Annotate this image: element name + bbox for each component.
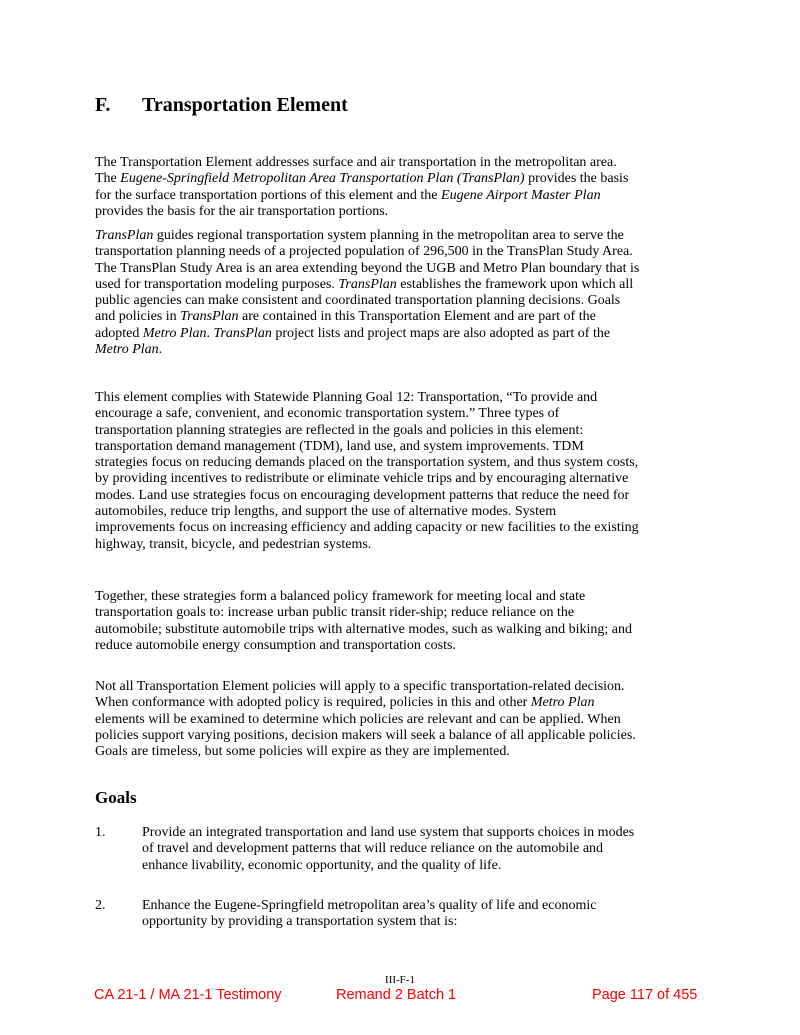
footer-center: Remand 2 Batch 1 xyxy=(336,987,457,1003)
text-run: project lists and project maps are also adopted as part of the xyxy=(275,325,611,341)
section-number: F. xyxy=(95,94,111,116)
italic-text: TransPlan xyxy=(338,276,397,292)
goals-heading: Goals xyxy=(95,788,137,807)
italic-text: Metro Plan xyxy=(142,325,207,341)
goal-text: Provide an integrated transportation and land use system that supports choices in modes of travel and development patterns that will reduce reliance on the automobile and enhance livability, economic opportunity, and the quality of life. xyxy=(142,825,635,873)
text-run: . xyxy=(206,325,214,341)
italic-text: Eugene-Springfield Metropolitan Area Transportation Plan (TransPlan) xyxy=(120,171,525,187)
italic-text: TransPlan xyxy=(95,228,154,243)
text-run: provides the basis for the air transportation portions. xyxy=(95,203,389,219)
text-run: . xyxy=(158,342,163,358)
text-run: guides regional transportation system planning in the metropolitan area to serve the transportation planning needs of a projected population of 296,500 in the TransPlan Study Area. The TransPlan Study Area is an area extending beyond the UGB and Metro Plan boundary that is used for transportation modeling purposes. xyxy=(95,228,640,292)
italic-text: TransPlan xyxy=(180,309,239,325)
page-number: III-F-1 xyxy=(385,974,415,986)
section-title: Transportation Element xyxy=(142,94,348,116)
paragraph xyxy=(95,228,715,358)
paragraph xyxy=(95,589,715,654)
text-run: Not all Transportation Element policies will apply to a specific transportation-related decision. When conformance with adopted policy is required, policies in this and other xyxy=(95,679,625,711)
italic-text: Eugene Airport Master Plan xyxy=(441,187,601,203)
text-run: elements will be examined to determine which policies are relevant and can be applied. When policies support varying positions, decision makers will seek a balance of all applicable policies. Goals are timeless, but some policies will expire as they are implemented. xyxy=(95,711,636,760)
footer-right: Page 117 of 455 xyxy=(592,987,698,1003)
goal-number: 1. xyxy=(95,825,106,840)
paragraph xyxy=(95,390,715,553)
italic-text: TransPlan xyxy=(213,325,272,341)
goal-number: 2. xyxy=(95,898,106,913)
text-run: The Transportation Element addresses surface and air transportation in the metropolitan area. The xyxy=(95,155,617,187)
footer-left: CA 21-1 / MA 21-1 Testimony xyxy=(94,987,282,1003)
italic-text: Metro Plan xyxy=(95,342,159,358)
italic-text: Metro Plan xyxy=(530,695,595,711)
text-run: establishes the framework upon which all public agencies can make consistent and coordinated transportation planning decisions. Goals and policies in xyxy=(95,276,634,325)
section-heading xyxy=(95,94,348,117)
text-run: Together, these strategies form a balanced policy framework for meeting local and state transportation goals to: increase urban public transit rider-ship; reduce reliance on the automobile; substitute automobile trips with alternative modes, such as walking and biking; and reduce automobile energy consumption and transportation costs. xyxy=(95,589,632,653)
goal-text: Enhance the Eugene-Springfield metropolitan area’s quality of life and economic opportunity by providing a transportation system that is: xyxy=(142,898,597,930)
text-run: provides the basis for the surface transportation portions of this element and the xyxy=(95,171,629,203)
text-run: This element complies with Statewide Planning Goal 12: Transportation, “To provide and encourage a safe, convenient, and economic transportation system.” Three types of transportation planning strategies are reflected in the goals and policies in this element: transportation demand management (TDM), land use, and system improvements. TDM strategies focus on reducing demands placed on the transportation system, and thus system costs, by providing incentives to redistribute or eliminate vehicle trips and by encouraging alternative modes. Land use strategies focus on encouraging development patterns that reduce the need for automobiles, reduce trip lengths, and support the use of alternative modes. System improvements focus on increasing efficiency and adding capacity or new facilities to the existing highway, transit, bicycle, and pedestrian systems. xyxy=(95,390,639,552)
text-run: are contained in this Transportation Element and are part of the adopted xyxy=(95,309,596,341)
paragraph xyxy=(95,679,715,760)
paragraph xyxy=(95,155,715,220)
